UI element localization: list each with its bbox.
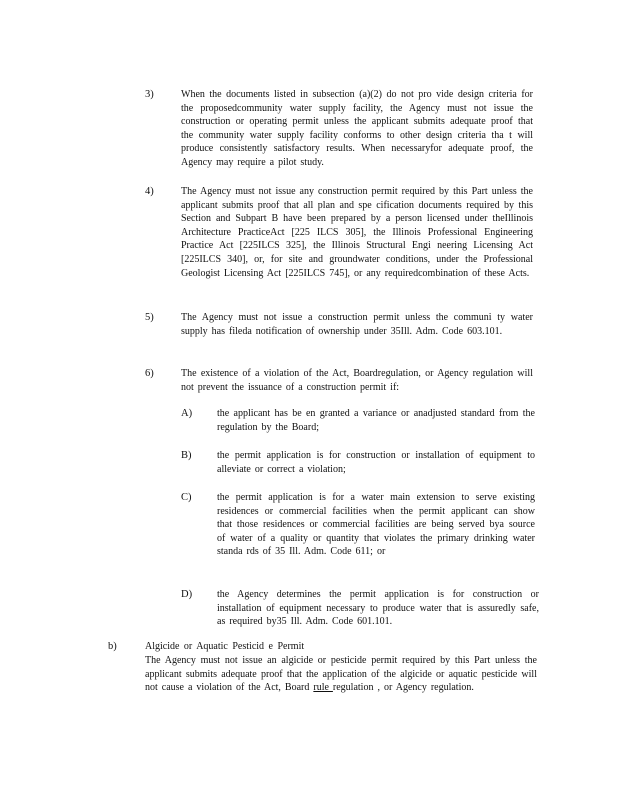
section-b-body-end: regulation , or Agency regulation. [332, 682, 474, 694]
item-3-number: 3) [145, 89, 154, 100]
subitem-a-text: the applicant has be en granted a variance or anadjusted standard from the regulation by the Board; [217, 408, 535, 433]
item-5-number: 5) [145, 312, 154, 323]
section-b-underlined-word: rule [313, 682, 333, 694]
item-6-text: The existence of a violation of the Act, Boardregulation, or Agency regulation will not prevent the issuance of a construction permit if: [181, 368, 533, 393]
subitem-c-text: the permit application is for a water main extension to serve existing residences or commercial facilities when the permit applicant can show that those residences or commercial facilities are being served bya source of water of a quality or quantity that violates the primary drinking water standa rds of 35 Ill. Adm. Code 611; or [217, 492, 535, 558]
item-4-text: The Agency must not issue any construction permit required by this Part unless the applicant submits proof that all plan and spe cification documents required by this Section and Subpart B have been prepared by a person licensed under theIllinois Architecture PracticeAct [225 ILCS 305], the Illinois Professional Engineering Practice Act [225ILCS 325], the Illinois Structural Engi neering Licensing Act [225ILCS 340], or, for site and groundwater conditions, under the Professional Geologist Licensing Act [225ILCS 745], or any requiredcombination of these Acts. [181, 186, 533, 279]
subitem-c-letter: C) [181, 492, 192, 503]
subitem-b-text: the permit application is for construction or installation of equipment to alleviate or correct a violation; [217, 450, 535, 475]
subitem-d-letter: D) [181, 589, 193, 600]
subitem-b-letter: B) [181, 450, 192, 461]
section-b-body [145, 654, 537, 695]
item-4-number: 4) [145, 186, 154, 197]
item-6-number: 6) [145, 368, 154, 379]
subitem-a-letter: A) [181, 408, 193, 419]
item-5-text: The Agency must not issue a construction permit unless the communi ty water supply has fileda notification of ownership under 35Ill. Adm. Code 603.101. [181, 312, 533, 337]
subitem-d-text: the Agency determines the permit application is for construction or installation of equipment necessary to produce water that is assuredly safe, as required by35 Ill. Adm. Code 601.101. [217, 589, 539, 628]
item-3-text: When the documents listed in subsection (a)(2) do not pro vide design criteria for the proposedcommunity water supply facility, the Agency must not issue the construction or operating permit unless the applicant submits adequate proof that the community water supply facility conforms to other design criteria tha t will produce consistently satisfactory results. When necessaryfor adequate proof, the Agency may require a pilot study. [181, 89, 533, 168]
section-b-label: b) [108, 641, 117, 652]
section-b-title: Algicide or Aquatic Pesticid e Permit [145, 641, 305, 652]
section-b-body-start: The Agency must not issue an algicide or pesticide permit required by this Part unless the applicant submits adequate proof that the application of the algicide or aquatic pesticide will not cause a violation of the Act, Board [145, 655, 537, 694]
